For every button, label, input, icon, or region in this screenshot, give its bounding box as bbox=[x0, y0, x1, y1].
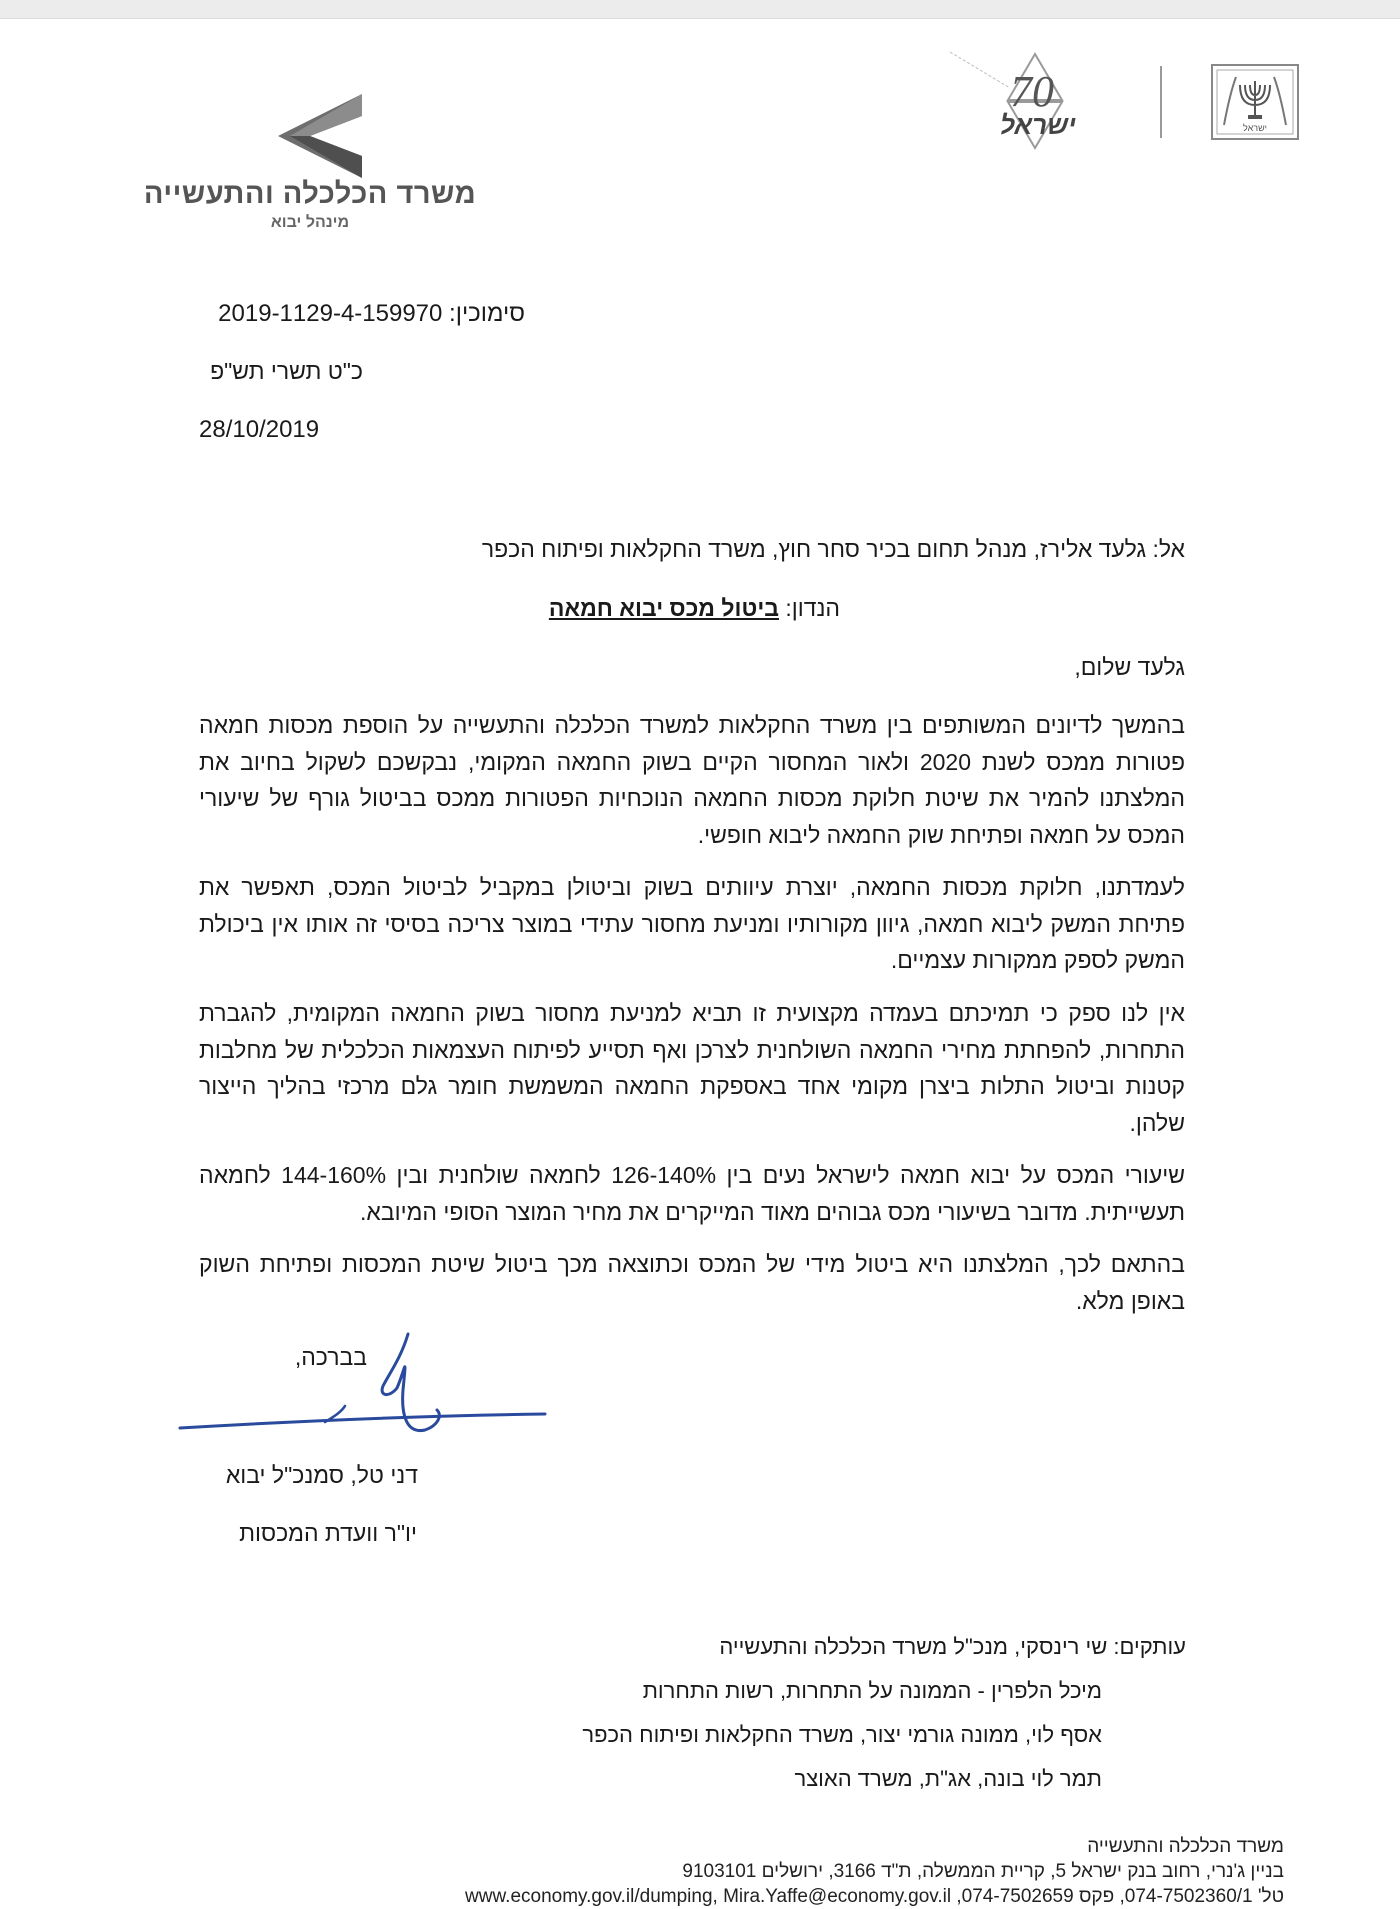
to-label: אל: bbox=[1152, 536, 1185, 562]
signer-name: דני טל, סמנכ"ל יבוא bbox=[225, 1462, 418, 1488]
body-paragraph: לעמדתנו, חלוקת מכסות החמאה, יוצרת עיוותים בשוק וביטולן במקביל לביטול המכס, תאפשר את פתיחת המשק ליבוא חמאה, גיוון מקורותיו ומניעת מחסור עתידי במוצר צריכה בסיסי זה אותו אין ביכולת המשק לספק ממקורות עצמיים. bbox=[199, 874, 1185, 973]
reference-number: 2019-1129-4-159970 bbox=[218, 300, 443, 327]
ministry-name: משרד הכלכלה והתעשייה bbox=[143, 178, 477, 210]
copies-label: עותקים: bbox=[1113, 1634, 1186, 1659]
israel70-number: 70 bbox=[1010, 67, 1054, 116]
reference-label: סימוכין: bbox=[449, 300, 525, 327]
israel70-logo-icon bbox=[950, 48, 1120, 153]
footer-line: טל' 074-7502360/1, פקס 074-7502659, www.economy.gov.il/dumping, Mira.Yaffe@economy.gov.il bbox=[465, 1886, 1284, 1907]
state-emblem-icon bbox=[1210, 63, 1300, 141]
ministry-logo-icon bbox=[270, 86, 370, 186]
copies-recipient: אסף לוי, ממונה גורמי יצור, משרד החקלאות ופיתוח הכפר bbox=[582, 1722, 1102, 1747]
logo-divider bbox=[1160, 66, 1162, 138]
signature-icon bbox=[175, 1330, 555, 1450]
viewer-top-bar bbox=[0, 0, 1400, 19]
body-paragraph: בהמשך לדיונים המשותפים בין משרד החקלאות למשרד הכלכלה והתעשייה על הוספת מכסות חמאה פטורות ממכס לשנת 2020 ולאור המחסור הקיים בשוק החמאה המקומי, נבקשכם לשקול בחיוב את המלצתנו להמיר את שיטת חלוקת מכסות החמאה הנוכחיות הפטורות ממכס בביטול גורף של שיעורי המכס על חמאה ופתיחת שוק החמאה ליבוא חופשי. bbox=[199, 712, 1185, 848]
copies-recipient: שי רינסקי, מנכ"ל משרד הכלכלה והתעשייה bbox=[719, 1634, 1108, 1659]
subject-text: ביטול מכס יבוא חמאה bbox=[548, 595, 779, 621]
greeting: גלעד שלום, bbox=[1074, 654, 1185, 680]
copies-recipient: תמר לוי בונה, אג"ת, משרד האוצר bbox=[794, 1766, 1102, 1791]
to-recipient: גלעד אלירז, מנהל תחום בכיר סחר חוץ, משרד החקלאות ופיתוח הכפר bbox=[481, 536, 1147, 562]
letter-page bbox=[0, 18, 1400, 1907]
signer-title: יו"ר וועדת המכסות bbox=[239, 1520, 417, 1546]
gregorian-date: 28/10/2019 bbox=[199, 416, 320, 443]
footer bbox=[465, 1834, 1284, 1909]
body-paragraph: בהתאם לכך, המלצתנו היא ביטול מידי של המכס וכתוצאה מכך ביטול שיטת המכסות ופתיחת השוק באופן מלא. bbox=[199, 1251, 1185, 1314]
subject-label: הנדון: bbox=[785, 595, 840, 621]
emblem-text: ישראל bbox=[1243, 123, 1267, 133]
reference-line bbox=[218, 300, 525, 328]
subject-line bbox=[549, 595, 840, 622]
hebrew-date: כ"ט תשרי תש"פ bbox=[210, 358, 363, 384]
copies-row bbox=[719, 1634, 1186, 1660]
ministry-department: מינהל יבוא bbox=[270, 214, 350, 231]
closing: בברכה, bbox=[294, 1344, 367, 1370]
israel70-text: ישראל bbox=[1000, 110, 1076, 140]
footer-line: משרד הכלכלה והתעשייה bbox=[1087, 1836, 1284, 1857]
to-line bbox=[482, 536, 1185, 563]
body-paragraph: שיעורי המכס על יבוא חמאה לישראל נעים בין 126-140% לחמאה שולחנית ובין 144-160% לחמאה תעשייתית. מדובר בשיעורי מכס גבוהים מאוד המייקרים את מחיר המוצר הסופי המיובא. bbox=[199, 1162, 1185, 1225]
copies-recipient: מיכל הלפרין - הממונה על התחרות, רשות התחרות bbox=[642, 1678, 1102, 1703]
body-paragraph: אין לנו ספק כי תמיכתם בעמדה מקצועית זו תביא למניעת מחסור בשוק החמאה המקומית, להגברת התחרות, להפחתת מחירי החמאה השולחנית לצרכן ואף תסייע לפיתוח העצמאות הכלכלית של מחלבות קטנות וביטול התלות ביצרן מקומי אחד באספקת החמאה המשמשת חומר גלם מרכזי בהליך הייצור שלהן. bbox=[199, 1000, 1185, 1136]
footer-line: בניין ג'נרי, רחוב בנק ישראל 5, קריית הממשלה, ת"ד 3166, ירושלים 9103101 bbox=[682, 1861, 1284, 1882]
